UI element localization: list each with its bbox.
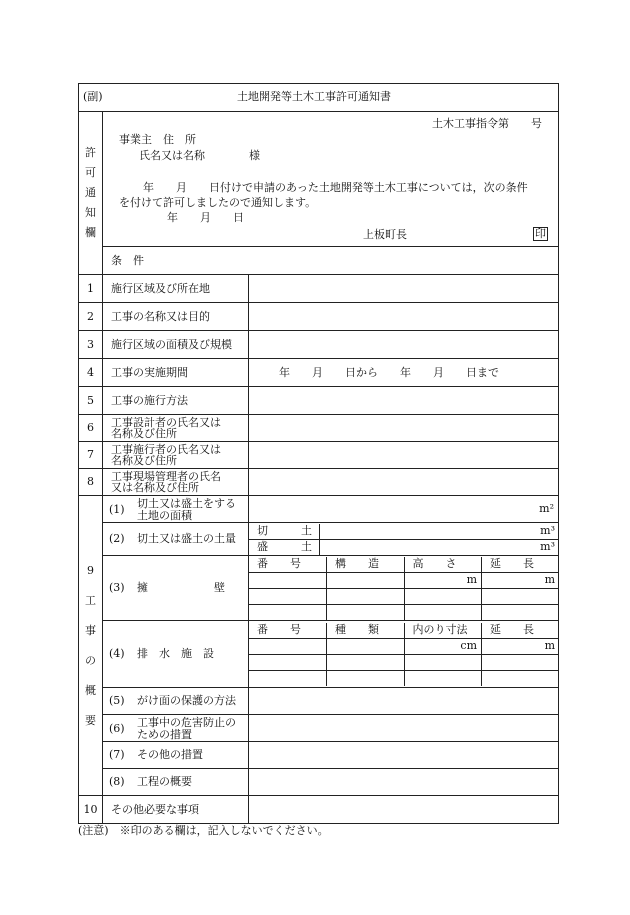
row-label: その他必要な事項 (103, 796, 249, 824)
overview-item-label: (1) 切土又は盛土をする 土地の面積 (103, 496, 249, 523)
overview-item-label: (3) 擁 壁 (103, 556, 249, 621)
row-number: 10 (79, 796, 103, 824)
period-value[interactable]: 年 月 日から 年 月 日まで (249, 359, 559, 387)
permit-text-line1: 年 月 日付けで申請のあった土地開発等土木工事については，次の条件 (143, 181, 528, 194)
overview-item-value[interactable] (249, 769, 559, 796)
volume-table: 切 土 m³ 盛 土 m³ (249, 523, 559, 556)
issuer: 上板町長 (363, 228, 407, 241)
area-value[interactable]: m² (249, 496, 559, 523)
overview-item-value[interactable] (249, 688, 559, 715)
permit-text-line2: を付けて許可しましたので通知します。 (119, 196, 317, 209)
overview-item-value[interactable] (249, 715, 559, 742)
row-value[interactable] (249, 303, 559, 331)
overview-item-label: (6) 工事中の危害防止の ための措置 (103, 715, 249, 742)
overview-side-label: 9 工 事 の 概 要 (79, 496, 103, 796)
row-label: 工事の施行方法 (103, 387, 249, 415)
row-label: 工事の実施期間 (103, 359, 249, 387)
overview-item-label: (5) がけ面の保護の方法 (103, 688, 249, 715)
issue-date: 年 月 日 (167, 211, 244, 224)
row-value[interactable] (249, 442, 559, 469)
permit-form (78, 83, 558, 824)
row-number: 1 (79, 275, 103, 303)
row-label: 工事現場管理者の氏名 又は名称及び住所 (103, 469, 249, 496)
row-value[interactable] (249, 275, 559, 303)
row-value[interactable] (249, 796, 559, 824)
row-label: 工事施行者の氏名又は 名称及び住所 (103, 442, 249, 469)
permit-side-label: 許 可 通 知 欄 (79, 112, 103, 275)
overview-item-label: (4) 排 水 施 設 (103, 621, 249, 688)
row-value[interactable] (249, 469, 559, 496)
row-value[interactable] (249, 387, 559, 415)
form-header (79, 84, 559, 112)
row-number: 6 (79, 415, 103, 442)
row-label: 施行区域の面積及び規模 (103, 331, 249, 359)
footnote: (注意) ※印のある欄は，記入しないでください。 (78, 824, 329, 837)
seal-mark: 印 (535, 227, 547, 240)
row-number: 3 (79, 331, 103, 359)
row-label: 施行区域及び所在地 (103, 275, 249, 303)
copy-mark: (副) (83, 90, 103, 103)
overview-item-label: (8) 工程の概要 (103, 769, 249, 796)
address-label: 事業主 住 所 (119, 133, 196, 146)
overview-item-label: (7) その他の措置 (103, 742, 249, 769)
drainage-table: 番 号 種 類 内のり寸法 延 長 cm m (249, 621, 559, 688)
row-number: 4 (79, 359, 103, 387)
permit-body (103, 112, 559, 247)
row-number: 5 (79, 387, 103, 415)
row-number: 8 (79, 469, 103, 496)
retaining-wall-table: 番 号 構 造 高 さ 延 長 m m (249, 556, 559, 621)
name-label: 氏名又は名称 様 (139, 149, 260, 162)
row-value[interactable] (249, 331, 559, 359)
form-title: 土地開発等土木工事許可通知書 (237, 90, 391, 103)
row-label: 工事設計者の氏名又は 名称及び住所 (103, 415, 249, 442)
overview-item-label: (2) 切土又は盛土の土量 (103, 523, 249, 556)
row-label: 工事の名称又は目的 (103, 303, 249, 331)
row-value[interactable] (249, 415, 559, 442)
conditions-cell[interactable]: 条 件 (103, 247, 559, 275)
overview-item-value[interactable] (249, 742, 559, 769)
row-number: 7 (79, 442, 103, 469)
row-number: 2 (79, 303, 103, 331)
reference-number: 土木工事指令第 号 (432, 117, 543, 130)
